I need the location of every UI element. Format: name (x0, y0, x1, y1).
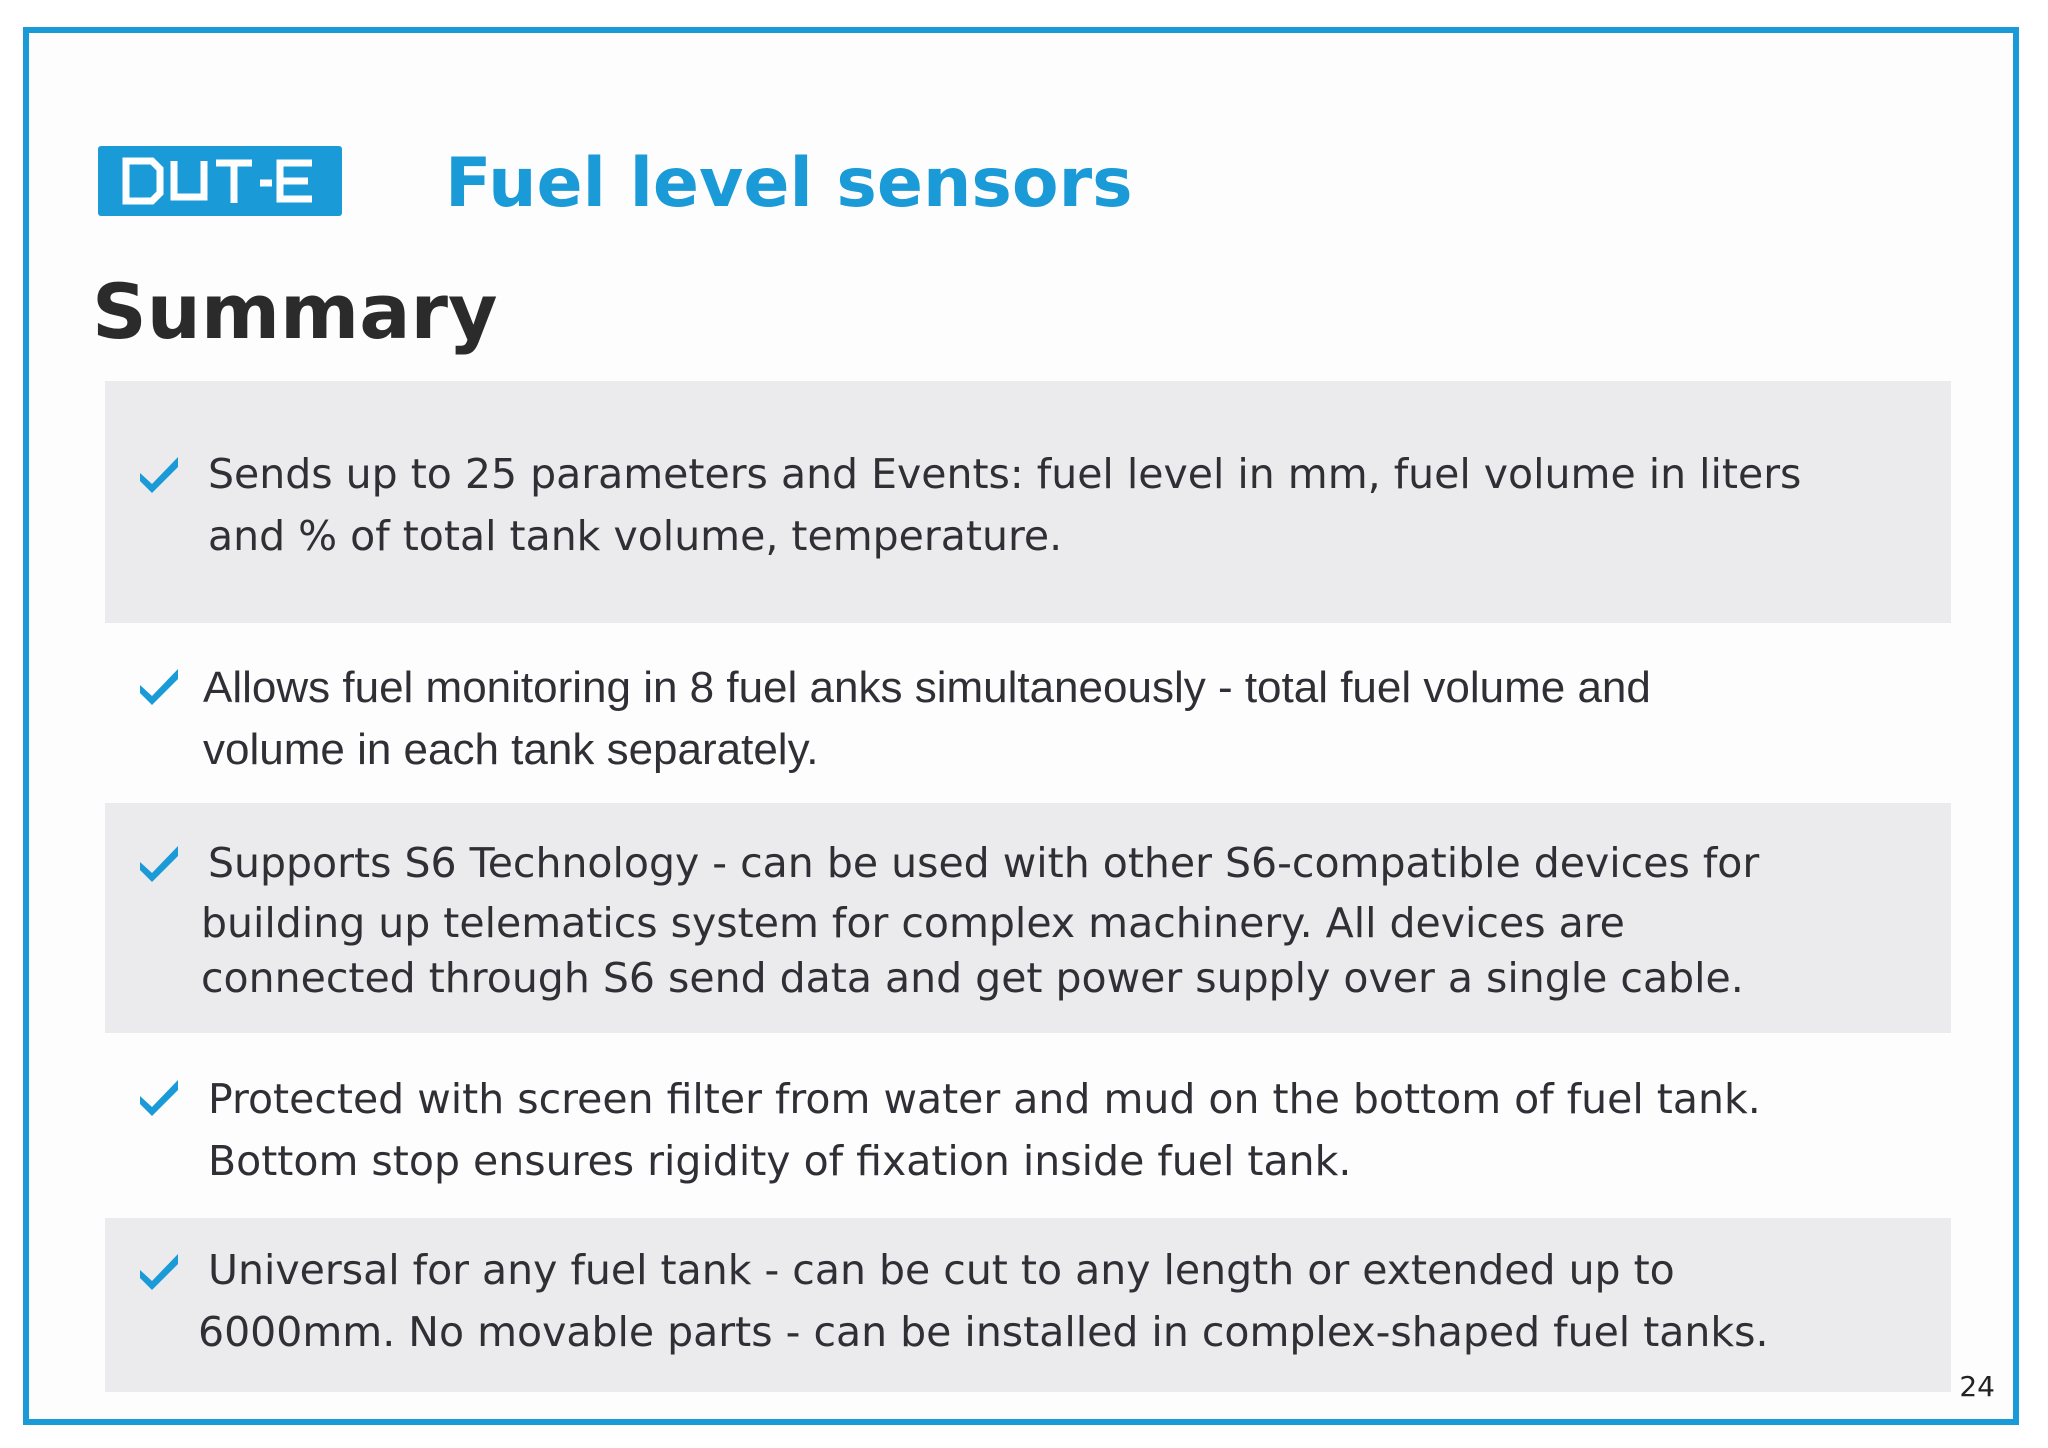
summary-item-line: Allows fuel monitoring in 8 fuel anks simultaneously - total fuel volume and (203, 663, 1651, 712)
summary-item-line: Protected with screen filter from water and mud on the bottom of fuel tank. (208, 1075, 1761, 1123)
summary-item (105, 1218, 1951, 1392)
logo-wordmark-icon (122, 157, 318, 205)
summary-item-line: building up telematics system for complex machinery. All devices are (201, 899, 1625, 947)
summary-item (105, 623, 1951, 803)
summary-item-line: 6000mm. No movable parts - can be installed in complex-shaped fuel tanks. (198, 1308, 1769, 1356)
checkmark-icon (137, 1250, 181, 1290)
summary-item-line: Sends up to 25 parameters and Events: fuel level in mm, fuel volume in liters (208, 450, 1802, 498)
brand-logo (98, 146, 342, 216)
summary-item-line: connected through S6 send data and get power supply over a single cable. (201, 954, 1744, 1002)
checkmark-icon (137, 842, 181, 882)
product-title: Fuel level sensors (445, 144, 1133, 223)
summary-item-line: volume in each tank separately. (203, 725, 819, 774)
summary-item-line: Bottom stop ensures rigidity of fixation inside fuel tank. (208, 1137, 1352, 1185)
page-number: 24 (1959, 1370, 1995, 1403)
checkmark-icon (137, 453, 181, 493)
summary-item-line: Supports S6 Technology - can be used with other S6-compatible devices for (208, 839, 1760, 887)
summary-item (105, 1033, 1951, 1218)
checkmark-icon (137, 1076, 181, 1116)
checkmark-icon (137, 665, 181, 705)
summary-item (105, 381, 1951, 623)
summary-item (105, 803, 1951, 1033)
summary-item-line: and % of total tank volume, temperature. (208, 512, 1063, 560)
summary-item-line: Universal for any fuel tank - can be cut to any length or extended up to (208, 1246, 1675, 1294)
page-heading: Summary (92, 267, 498, 356)
